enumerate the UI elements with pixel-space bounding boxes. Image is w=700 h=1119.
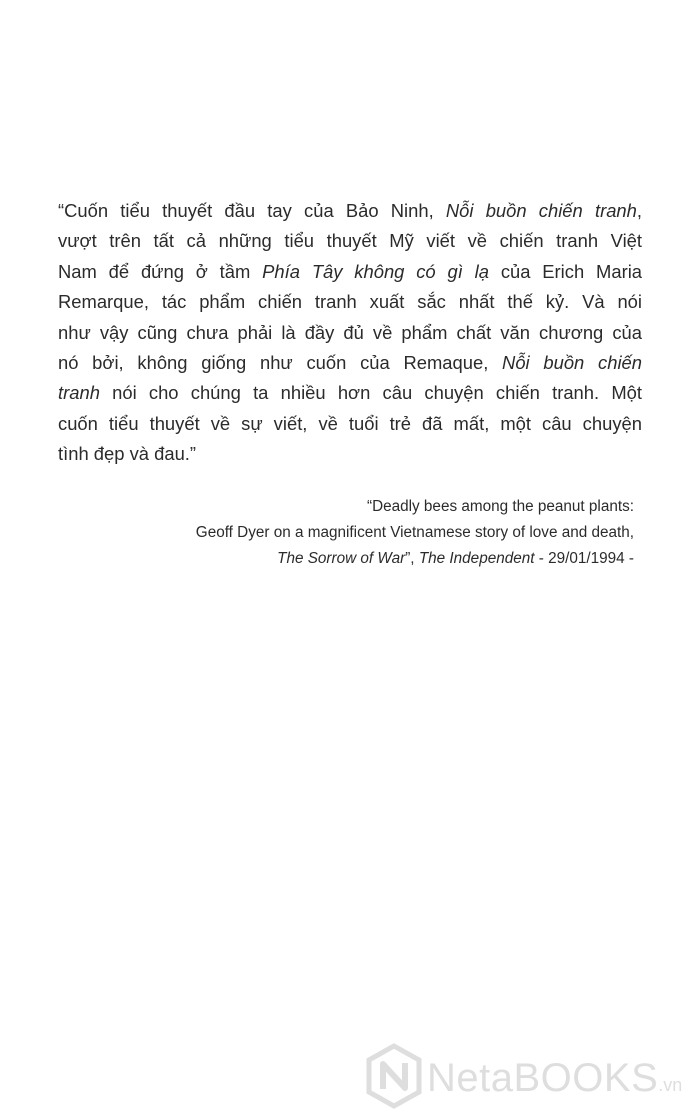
review-quote (58, 196, 642, 470)
quote-text: Nam để đứng ở tầm (58, 260, 263, 282)
quote-text: “Cuốn tiểu thuyết đầu tay của Bảo Ninh, (58, 200, 446, 221)
quote-text: nó bởi, không giống như cuốn của Remaque, (58, 352, 503, 374)
quote-line-7 (58, 378, 642, 408)
attribution-text: ”, (405, 550, 419, 567)
attribution-line-2: Geoff Dyer on a magnificent Vietnamese story of love and death, (195, 524, 634, 541)
book-title-vietnamese: tranh (58, 382, 100, 404)
quote-attribution (34, 494, 634, 572)
quote-text: nói cho chúng ta nhiều hơn câu chuyện chiến tranh. Một (99, 382, 642, 404)
quote-line-1 (58, 196, 642, 226)
netabooks-logo-icon (365, 1043, 423, 1109)
attribution-line-1: “Deadly bees among the peanut plants: (366, 498, 634, 515)
publication-name: The Independent (418, 550, 535, 567)
quote-line-3 (58, 257, 642, 287)
quote-text: của Erich Maria (488, 260, 643, 282)
book-title-vietnamese: Nỗi buồn chiến (502, 352, 642, 374)
quote-line-8: cuốn tiểu thuyết về sự viết, về tuổi trẻ đã mất, một câu chuyện (58, 412, 642, 434)
quote-line-5: như vậy cũng chưa phải là đầy đủ về phẩm chất văn chương của (58, 321, 642, 343)
book-title-english: The Sorrow of War (277, 550, 406, 567)
book-title-vietnamese: Nỗi buồn chiến tranh (445, 200, 637, 221)
quote-line-6 (58, 348, 642, 378)
publication-date: - 29/01/1994 - (534, 550, 634, 567)
quote-text: , (636, 200, 642, 221)
attribution-line-3 (34, 546, 634, 572)
book-title-remarque: Phía Tây không có gì lạ (262, 260, 489, 282)
netabooks-watermark (365, 1043, 695, 1113)
quote-line-2: vượt trên tất cả những tiểu thuyết Mỹ viết về chiến tranh Việt (58, 230, 642, 252)
watermark-domain: .vn (658, 1075, 683, 1095)
watermark-text (427, 1055, 682, 1108)
quote-line-9: tình đẹp và đau.” (58, 443, 197, 465)
watermark-brand: NetaBOOKS (427, 1056, 659, 1100)
quote-line-4: Remarque, tác phẩm chiến tranh xuất sắc nhất thế kỷ. Và nói (58, 291, 642, 313)
